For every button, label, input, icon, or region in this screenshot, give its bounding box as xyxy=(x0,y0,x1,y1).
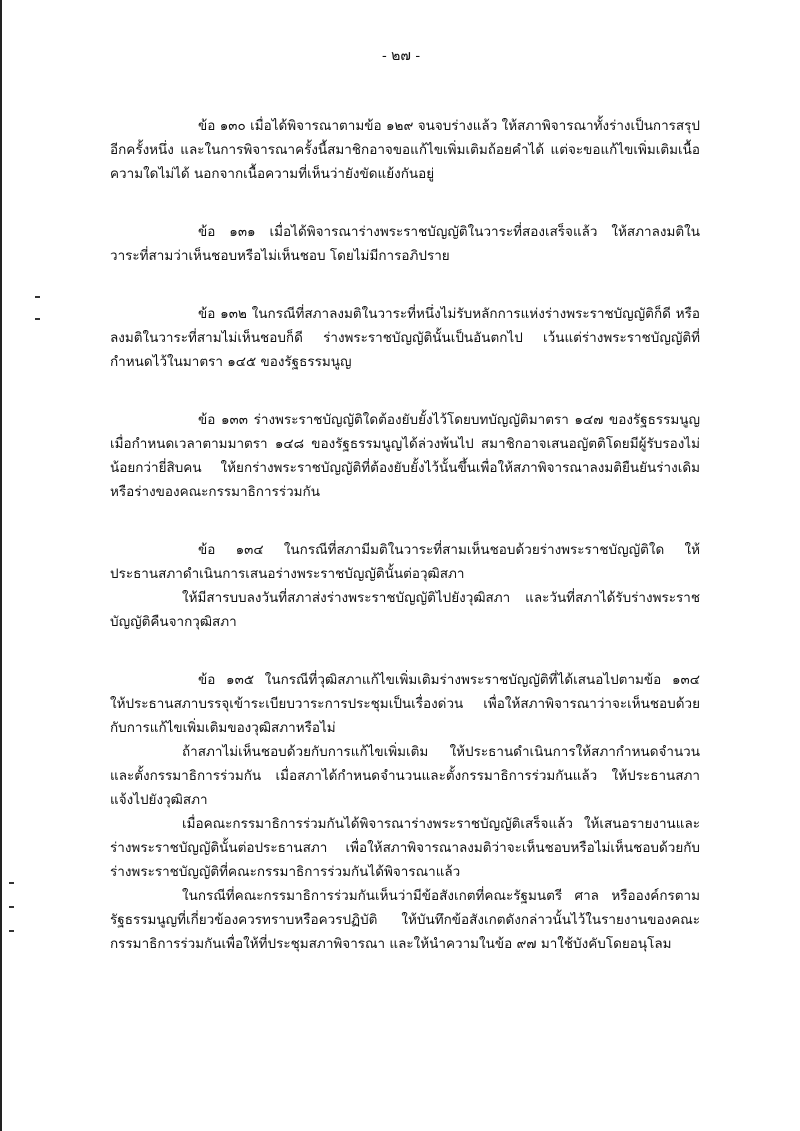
paragraph: ข้อ ๑๓๓ ร่างพระราชบัญญัติใดต้องยับยั้งไว้โดยบทบัญญัติมาตรา ๑๔๗ ของรัฐธรรมนูญ เมื่อกำหนดเวลาตามมาตรา ๑๔๘ ของรัฐธรรมนูญได้ล่วงพ้นไป สมาชิกอาจเสนอญัตติโดยมีผู้รับรองไม่น้อยกว่ายี่สิบคน ให้ยกร่างพระราชบัญญัติที่ต้องยับยั้งไว้นั้นขึ้นเพื่อให้สภาพิจารณาลงมติยืนยันร่างเดิมหรือร่างของคณะกรรมาธิการร่วมกัน xyxy=(110,412,700,500)
section-clause-130 xyxy=(110,114,700,186)
margin-mark xyxy=(9,882,14,884)
page-number: - ๒๗ - xyxy=(381,48,421,64)
paragraph: เมื่อคณะกรรมาธิการร่วมกันได้พิจารณาร่างพระราชบัญญัติเสร็จแล้ว ให้เสนอรายงานและร่างพระราชบัญญัตินั้นต่อประธานสภา เพื่อให้สภาพิจารณาลงมติว่าจะเห็นชอบหรือไม่เห็นชอบด้วยกับร่างพระราชบัญญัติที่คณะกรรมาธิการร่วมกันได้พิจารณาแล้ว xyxy=(110,816,700,880)
paragraph: ให้มีสารบบลงวันที่สภาส่งร่างพระราชบัญญัติไปยังวุฒิสภา และวันที่สภาได้รับร่างพระราชบัญญัติคืนจากวุฒิสภา xyxy=(110,590,700,630)
margin-mark xyxy=(9,930,14,932)
paragraph: ในกรณีที่คณะกรรมาธิการร่วมกันเห็นว่ามีข้อสังเกตที่คณะรัฐมนตรี ศาล หรือองค์กรตามรัฐธรรมนูญที่เกี่ยวข้องควรทราบหรือควรปฏิบัติ ให้บันทึกข้อสังเกตดังกล่าวนั้นไว้ในรายงานของคณะกรรมาธิการร่วมกันเพื่อให้ที่ประชุมสภาพิจารณา และให้นำความในข้อ ๙๗ มาใช้บังคับโดยอนุโลม xyxy=(110,888,700,952)
margin-mark xyxy=(35,318,40,320)
margin-mark xyxy=(9,906,14,908)
section-clause-135 xyxy=(110,668,700,956)
paragraph: ข้อ ๑๓๕ ในกรณีที่วุฒิสภาแก้ไขเพิ่มเติมร่างพระราชบัญญัติที่ได้เสนอไปตามข้อ ๑๓๔ ให้ประธานสภาบรรจุเข้าระเบียบวาระการประชุมเป็นเรื่องด่วน เพื่อให้สภาพิจารณาว่าจะเห็นชอบด้วยกับการแก้ไขเพิ่มเติมของวุฒิสภาหรือไม่ xyxy=(110,672,700,736)
paragraph: ข้อ ๑๓๐ เมื่อได้พิจารณาตามข้อ ๑๒๙ จนจบร่างแล้ว ให้สภาพิจารณาทั้งร่างเป็นการสรุปอีกครั้งหนึ่ง และในการพิจารณาครั้งนี้สมาชิกอาจขอแก้ไขเพิ่มเติมถ้อยคำได้ แต่จะขอแก้ไขเพิ่มเติมเนื้อความใดไม่ได้ นอกจากเนื้อความที่เห็นว่ายังขัดแย้งกันอยู่ xyxy=(110,118,700,182)
section-clause-131 xyxy=(110,220,700,268)
section-clause-133 xyxy=(110,408,700,504)
section-clause-134 xyxy=(110,538,700,634)
paragraph: ข้อ ๑๓๒ ในกรณีที่สภาลงมติในวาระที่หนึ่งไม่รับหลักการแห่งร่างพระราชบัญญัติก็ดี หรือลงมติในวาระที่สามไม่เห็นชอบก็ดี ร่างพระราชบัญญัตินั้นเป็นอันตกไป เว้นแต่ร่างพระราชบัญญัติที่กำหนดไว้ในมาตรา ๑๔๕ ของรัฐธรรมนูญ xyxy=(110,306,700,370)
paragraph: ข้อ ๑๓๑ เมื่อได้พิจารณาร่างพระราชบัญญัติในวาระที่สองเสร็จแล้ว ให้สภาลงมติในวาระที่สามว่าเห็นชอบหรือไม่เห็นชอบ โดยไม่มีการอภิปราย xyxy=(110,224,700,264)
paragraph: ถ้าสภาไม่เห็นชอบด้วยกับการแก้ไขเพิ่มเติม ให้ประธานดำเนินการให้สภากำหนดจำนวนและตั้งกรรมาธิการร่วมกัน เมื่อสภาได้กำหนดจำนวนและตั้งกรรมาธิการร่วมกันแล้ว ให้ประธานสภาแจ้งไปยังวุฒิสภา xyxy=(110,744,700,808)
margin-mark xyxy=(35,296,40,298)
document-body xyxy=(110,114,700,990)
paragraph: ข้อ ๑๓๔ ในกรณีที่สภามีมติในวาระที่สามเห็นชอบด้วยร่างพระราชบัญญัติใด ให้ประธานสภาดำเนินการเสนอร่างพระราชบัญญัตินั้นต่อวุฒิสภา xyxy=(110,542,700,582)
section-clause-132 xyxy=(110,302,700,374)
